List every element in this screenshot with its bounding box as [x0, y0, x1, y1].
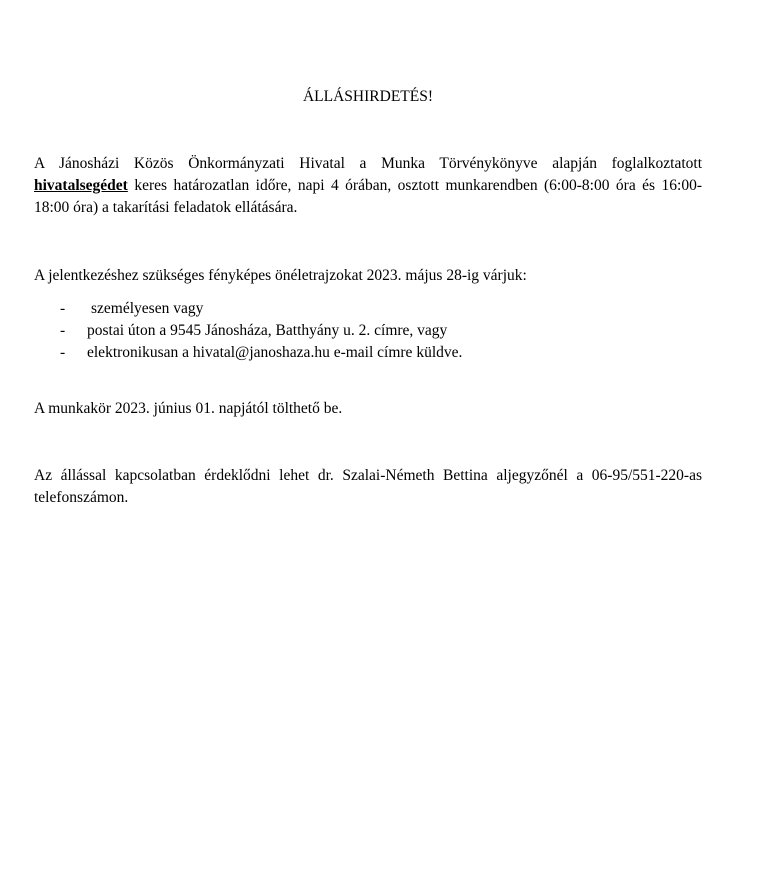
application-intro: A jelentkezéshez szükséges fényképes önéletrajzokat 2023. május 28-ig várjuk: — [34, 267, 527, 284]
method-in-person: személyesen vagy — [91, 300, 204, 317]
list-item — [34, 342, 702, 364]
list-item — [34, 320, 702, 342]
document-title: ÁLLÁSHIRDETÉS! — [302, 88, 434, 105]
list-dash: - — [60, 344, 66, 361]
position-name: hivatalsegédet — [34, 177, 128, 194]
list-item — [34, 298, 702, 320]
contact-paragraph: Az állással kapcsolatban érdeklődni lehet dr. Szalai-Németh Bettina aljegyzőnél a 06-95/551-220-as telefonszámon. — [34, 467, 702, 506]
application-methods-list — [34, 298, 702, 364]
intro-paragraph — [34, 153, 702, 219]
list-dash: - — [60, 322, 66, 339]
intro-text-after: keres határozatlan időre, napi 4 órában, osztott munkarendben (6:00-8:00 óra és 16:00-18:00 óra) a takarítási feladatok ellátására. — [34, 177, 702, 216]
intro-text-before: A Jánosházi Közös Önkormányzati Hivatal a Munka Törvénykönyve alapján foglalkoztatott — [34, 155, 702, 172]
method-email: elektronikusan a hivatal@janoshaza.hu e-mail címre küldve. — [87, 344, 463, 361]
start-date-paragraph: A munkakör 2023. június 01. napjától tölthető be. — [34, 400, 343, 417]
list-dash: - — [60, 300, 66, 317]
method-post: postai úton a 9545 Jánosháza, Batthyány u. 2. címre, vagy — [87, 322, 448, 339]
